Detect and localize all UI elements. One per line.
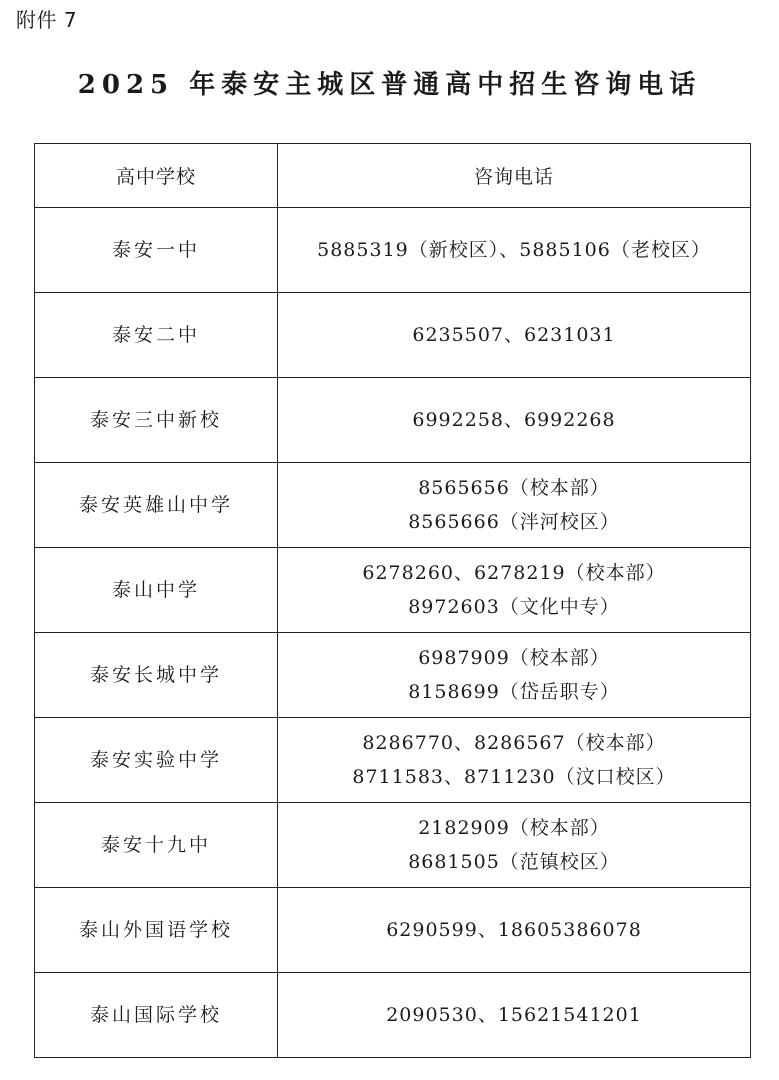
table-row	[35, 293, 751, 378]
phone-line: 5885319（新校区）、5885106（老校区）	[317, 239, 711, 261]
phone-cell	[278, 718, 751, 803]
phone-line: 8711583、8711230（汶口校区）	[352, 766, 676, 788]
school-name-cell: 泰安三中新校	[35, 378, 278, 463]
phone-line: 6987909（校本部）	[418, 647, 610, 669]
phone-cell	[278, 463, 751, 548]
school-name-cell: 泰安实验中学	[35, 718, 278, 803]
phone-cell	[278, 633, 751, 718]
contact-table-container	[34, 143, 750, 1058]
phone-cell	[278, 378, 751, 463]
contact-table	[34, 143, 751, 1058]
phone-line: 8681505（范镇校区）	[408, 851, 620, 873]
phone-line: 6235507、6231031	[412, 324, 616, 346]
phone-line: 2182909（校本部）	[418, 817, 610, 839]
table-row	[35, 548, 751, 633]
phone-line: 8286770、8286567（校本部）	[362, 732, 666, 754]
table-row	[35, 718, 751, 803]
phone-line: 8565656（校本部）	[418, 477, 610, 499]
phone-line: 6278260、6278219（校本部）	[362, 562, 666, 584]
phone-line: 8158699（岱岳职专）	[408, 681, 620, 703]
attachment-label: 附件 7	[16, 8, 78, 32]
table-row	[35, 463, 751, 548]
table-row	[35, 378, 751, 463]
table-body	[35, 208, 751, 1058]
phone-cell	[278, 973, 751, 1058]
school-name-cell: 泰山国际学校	[35, 973, 278, 1058]
phone-line: 6290599、18605386078	[386, 919, 642, 941]
table-header-row	[35, 144, 751, 208]
phone-cell	[278, 803, 751, 888]
table-row	[35, 803, 751, 888]
school-name-cell: 泰安一中	[35, 208, 278, 293]
phone-cell	[278, 548, 751, 633]
header-school: 高中学校	[35, 144, 278, 208]
school-name-cell: 泰安长城中学	[35, 633, 278, 718]
phone-line: 2090530、15621541201	[386, 1004, 642, 1026]
document-title: 2025 年泰安主城区普通高中招生咨询电话	[77, 70, 702, 100]
school-name-cell: 泰安英雄山中学	[35, 463, 278, 548]
school-name-cell: 泰安二中	[35, 293, 278, 378]
phone-line: 6992258、6992268	[412, 409, 616, 431]
school-name-cell: 泰山中学	[35, 548, 278, 633]
table-row	[35, 973, 751, 1058]
table-row	[35, 888, 751, 973]
phone-line: 8565666（泮河校区）	[408, 511, 620, 533]
school-name-cell: 泰安十九中	[35, 803, 278, 888]
phone-cell	[278, 888, 751, 973]
school-name-cell: 泰山外国语学校	[35, 888, 278, 973]
phone-cell	[278, 208, 751, 293]
table-row	[35, 633, 751, 718]
phone-line: 8972603（文化中专）	[408, 596, 620, 618]
table-row	[35, 208, 751, 293]
header-phone: 咨询电话	[278, 144, 751, 208]
phone-cell	[278, 293, 751, 378]
